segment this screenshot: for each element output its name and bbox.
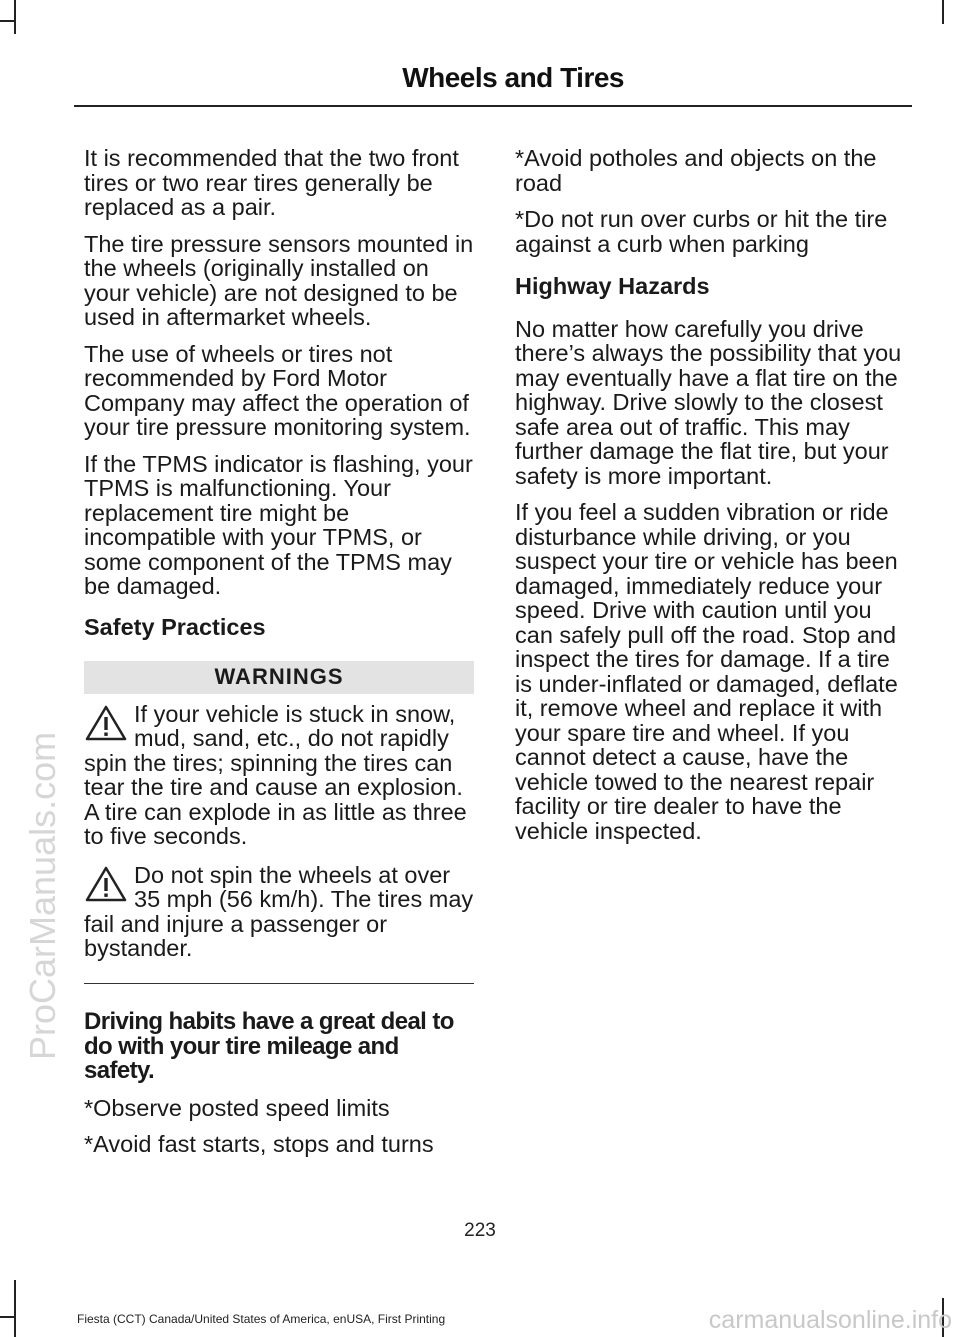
paragraph: If the TPMS indicator is flashing, your TPMS is malfunctioning. Your replacement tire might be incompatible with your TPMS, or some component of the TPMS may be damaged. [84, 450, 473, 599]
crop-mark [14, 1280, 16, 1337]
crop-mark [14, 0, 16, 34]
edition-footer: Fiesta (CCT) Canada/United States of America, enUSA, First Printing [77, 1312, 446, 1326]
section-heading-safety: Safety Practices [84, 613, 266, 640]
right-column [515, 146, 907, 855]
crop-mark [0, 20, 14, 22]
side-watermark: ProCarManuals.com [22, 731, 63, 1060]
warnings-end-rule [84, 983, 474, 985]
warning-text: If your vehicle is stuck in snow, mud, sand, etc., do not rapidly spin the tires; spinning the tires can tear the tire and cause an explosion. A tire can explode in as little as three to five seconds. [84, 700, 467, 849]
paragraph: It is recommended that the two front tires or two rear tires generally be replaced as a pair. [84, 145, 459, 220]
section-heading-highway: Highway Hazards [515, 273, 710, 299]
warnings-box [84, 661, 474, 984]
page-title: Wheels and Tires [402, 62, 624, 93]
left-column [84, 146, 474, 1169]
warning-triangle-icon [84, 704, 128, 742]
crop-mark [942, 0, 944, 24]
warning-text: Do not spin the wheels at over 35 mph (56 km/h). The tires may fail and injure a passenger or bystander. [84, 861, 474, 961]
warning-item [84, 702, 474, 849]
tip: *Do not run over curbs or hit the tire against a curb when parking [515, 206, 888, 257]
warning-triangle-icon [84, 865, 128, 903]
crop-mark [0, 1316, 14, 1318]
section-heading-habits: Driving habits have a great deal to do with your tire mileage and safety. [84, 1008, 454, 1084]
page-number: 223 [464, 1220, 496, 1241]
footer-watermark: carmanualsonline.info [708, 1306, 952, 1334]
paragraph: The tire pressure sensors mounted in the wheels (originally installed on your vehicle) are not designed to be used in aftermarket wheels. [84, 230, 474, 330]
tip: *Avoid fast starts, stops and turns [84, 1131, 434, 1157]
paragraph: No matter how carefully you drive there’s always the possibility that you may eventually have a flat tire on the highway. Drive slowly to the closest safe area out of traffic. This may further damage the flat tire, but your safety is more important. [515, 315, 902, 489]
tip: *Avoid potholes and objects on the road [515, 145, 877, 196]
warning-item [84, 863, 474, 961]
warnings-heading: WARNINGS [84, 661, 474, 694]
header-divider [74, 105, 912, 107]
paragraph: The use of wheels or tires not recommended by Ford Motor Company may affect the operation of your tire pressure monitoring system. [84, 340, 471, 440]
paragraph: If you feel a sudden vibration or ride disturbance while driving, or you suspect your tire or vehicle has been damaged, immediately reduce your speed. Drive with caution until you can safely pull off the road. Stop and inspect the tires for damage. If a tire is under-inflated or damaged, deflate it, remove wheel and replace it with your spare tire and wheel. If you cannot detect a cause, have the vehicle towed to the nearest repair facility or tire dealer to have the vehicle inspected. [515, 499, 898, 844]
tip: *Observe posted speed limits [84, 1094, 390, 1121]
